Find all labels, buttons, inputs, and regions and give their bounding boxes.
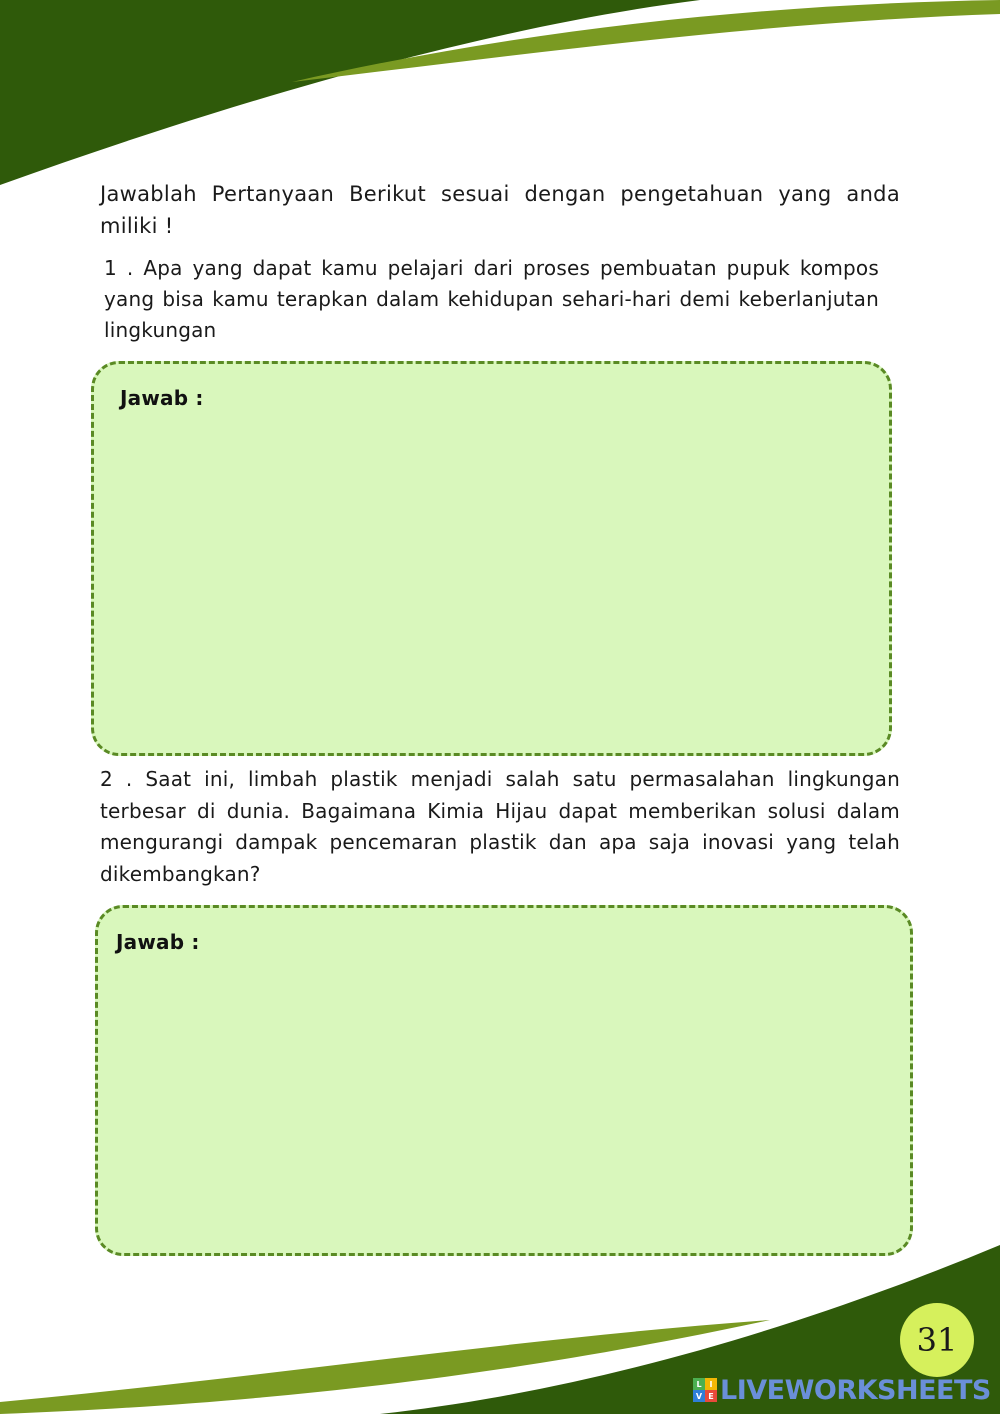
answer-input-2[interactable] bbox=[122, 968, 886, 1233]
answer-label-2: Jawab : bbox=[116, 930, 200, 954]
brand-name: LIVEWORKSHEETS bbox=[720, 1374, 991, 1406]
logo-letter-i: I bbox=[705, 1378, 717, 1390]
page-number-badge bbox=[900, 1303, 974, 1377]
logo-letter-e: E bbox=[705, 1390, 717, 1402]
page-number: 31 bbox=[916, 1321, 958, 1359]
logo-letter-v: V bbox=[693, 1390, 705, 1402]
top-dark-green-wave bbox=[0, 0, 700, 185]
answer-input-1[interactable] bbox=[118, 424, 865, 733]
answer-box-1[interactable] bbox=[91, 361, 892, 756]
liveworksheets-logo-icon bbox=[693, 1378, 717, 1402]
answer-box-2[interactable] bbox=[95, 905, 913, 1256]
liveworksheets-brand bbox=[693, 1374, 991, 1406]
question-1-text: 1 . Apa yang dapat kamu pelajari dari proses pembuatan pupuk kompos yang bisa kamu terapkan dalam kehidupan sehari-hari demi keberlanjutan lingkungan bbox=[104, 256, 879, 342]
instructions-text: Jawablah Pertanyaan Berikut sesuai dengan pengetahuan yang anda miliki ! bbox=[100, 182, 900, 238]
answer-label-1: Jawab : bbox=[120, 386, 204, 410]
logo-letter-l: L bbox=[693, 1378, 705, 1390]
question-2-text: 2 . Saat ini, limbah plastik menjadi salah satu permasalahan lingkungan terbesar di dunia. Bagaimana Kimia Hijau dapat memberikan solusi dalam mengurangi dampak pencemaran plastik dan apa saja inovasi yang telah dikembangkan? bbox=[100, 767, 900, 886]
